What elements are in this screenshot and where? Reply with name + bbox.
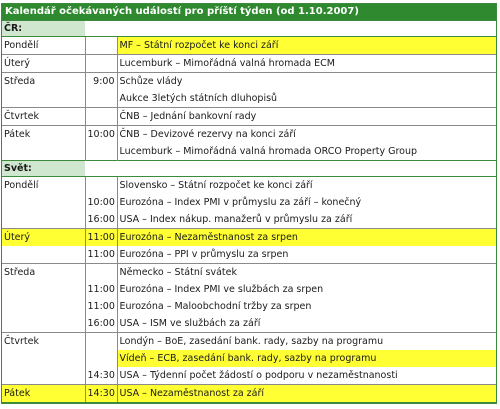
section-spacer: [85, 161, 117, 177]
event-day: [2, 246, 85, 264]
event-description: ČNB – Devizové rezervy na konci září: [117, 126, 496, 144]
event-time: 9:00: [85, 73, 117, 91]
calendar-row: [2, 177, 496, 195]
event-description: Eurozóna – Maloobchodní tržby za srpen: [119, 301, 312, 312]
calendar-row: [2, 315, 496, 333]
event-day: [2, 350, 85, 367]
event-time: 11:00: [85, 246, 117, 264]
event-description: Londýn – BoE, zasedání bank. rady, sazby na programu: [117, 333, 496, 351]
calendar-row: [2, 350, 496, 367]
event-description: USA – Index nákup. manažerů v průmyslu za září: [119, 214, 353, 225]
calendar-row: [2, 211, 496, 229]
event-day: [2, 298, 85, 315]
section-header: [2, 21, 496, 37]
event-description: ČNB – Jednání bankovní rady: [117, 108, 496, 126]
event-time: 11:00: [85, 229, 117, 247]
event-time: [85, 264, 117, 282]
event-time: [85, 108, 117, 126]
event-description: Eurozóna – Index PMI v průmyslu za září – konečný: [119, 197, 362, 208]
event-day: [2, 90, 85, 108]
event-time: [85, 350, 117, 367]
event-time: [85, 90, 117, 108]
calendar-row: [2, 126, 496, 144]
event-day: Úterý: [2, 229, 85, 247]
calendar-row: [2, 37, 496, 55]
calendar-row: [2, 90, 496, 108]
calendar-title: Kalendář očekávaných událostí pro příští týden (od 1.10.2007): [2, 4, 496, 20]
event-day: Čtvrtek: [2, 333, 85, 351]
event-time: 10:00: [85, 194, 117, 211]
event-description: Eurozóna – Nezaměstnanost za srpen: [117, 229, 496, 247]
calendar-row: [2, 73, 496, 91]
event-day: Čtvrtek: [2, 108, 85, 126]
calendar-row: [2, 264, 496, 282]
event-day: [2, 367, 85, 385]
event-description: Lucemburk – Mimořádná valná hromada ECM: [117, 55, 496, 73]
event-description: Slovensko – Státní rozpočet ke konci září: [119, 180, 313, 191]
calendar-row: [2, 108, 496, 126]
section-spacer: [85, 21, 117, 37]
event-description: Aukce 3letých státních dluhopisů: [119, 93, 278, 104]
event-day: Středa: [2, 73, 85, 91]
event-time: 14:30: [85, 367, 117, 385]
event-time: [85, 177, 117, 195]
event-day: Pátek: [2, 126, 85, 144]
event-time: 16:00: [85, 211, 117, 229]
event-day: Pátek: [2, 385, 85, 403]
section-name: ČR:: [2, 21, 85, 37]
section-name: Svět:: [2, 161, 85, 177]
event-time: [85, 143, 117, 161]
event-description: Eurozóna – PPI v průmyslu za srpen: [119, 249, 289, 260]
event-time: [85, 55, 117, 73]
event-description: USA – Týdenní počet žádostí o podporu v nezaměstnanosti: [119, 370, 398, 381]
calendar-row: [2, 385, 496, 403]
event-description: USA – Nezaměstnanost za září: [117, 385, 496, 403]
calendar-row: [2, 298, 496, 315]
event-description: MF – Státní rozpočet ke konci září: [117, 37, 496, 55]
section-spacer: [117, 21, 496, 37]
calendar-row: [2, 229, 496, 247]
calendar-row: [2, 194, 496, 211]
event-time: [85, 333, 117, 351]
event-day: [2, 143, 85, 161]
section-header: [2, 161, 496, 177]
event-description: Německo – Státní svátek: [117, 264, 496, 282]
event-day: [2, 315, 85, 333]
event-time: 10:00: [85, 126, 117, 144]
event-time: 11:00: [85, 298, 117, 315]
event-day: Pondělí: [2, 177, 85, 195]
event-day: [2, 211, 85, 229]
event-day: Pondělí: [2, 37, 85, 55]
calendar-row: [2, 246, 496, 264]
calendar-row: [2, 143, 496, 161]
event-day: Úterý: [2, 55, 85, 73]
event-day: Středa: [2, 264, 85, 282]
calendar-row: [2, 333, 496, 351]
event-time: 11:00: [85, 281, 117, 298]
calendar-row: [2, 281, 496, 298]
event-day: [2, 194, 85, 211]
event-description: USA – ISM ve službách za září: [119, 318, 261, 329]
event-description: Lucemburk – Mimořádná valná hromada ORCO Property Group: [119, 146, 418, 157]
event-time: 16:00: [85, 315, 117, 333]
event-description: Eurozóna – Index PMI ve službách za srpen: [119, 284, 324, 295]
event-description: Vídeň – ECB, zasedání bank. rady, sazby na programu: [117, 350, 496, 367]
calendar-row: [2, 55, 496, 73]
calendar-row: [2, 367, 496, 385]
event-time: 14:30: [85, 385, 117, 403]
event-day: [2, 281, 85, 298]
section-spacer: [117, 161, 496, 177]
event-description: Schůze vlády: [117, 73, 496, 91]
event-time: [85, 37, 117, 55]
event-calendar: [1, 3, 497, 404]
calendar-table: [2, 20, 496, 403]
